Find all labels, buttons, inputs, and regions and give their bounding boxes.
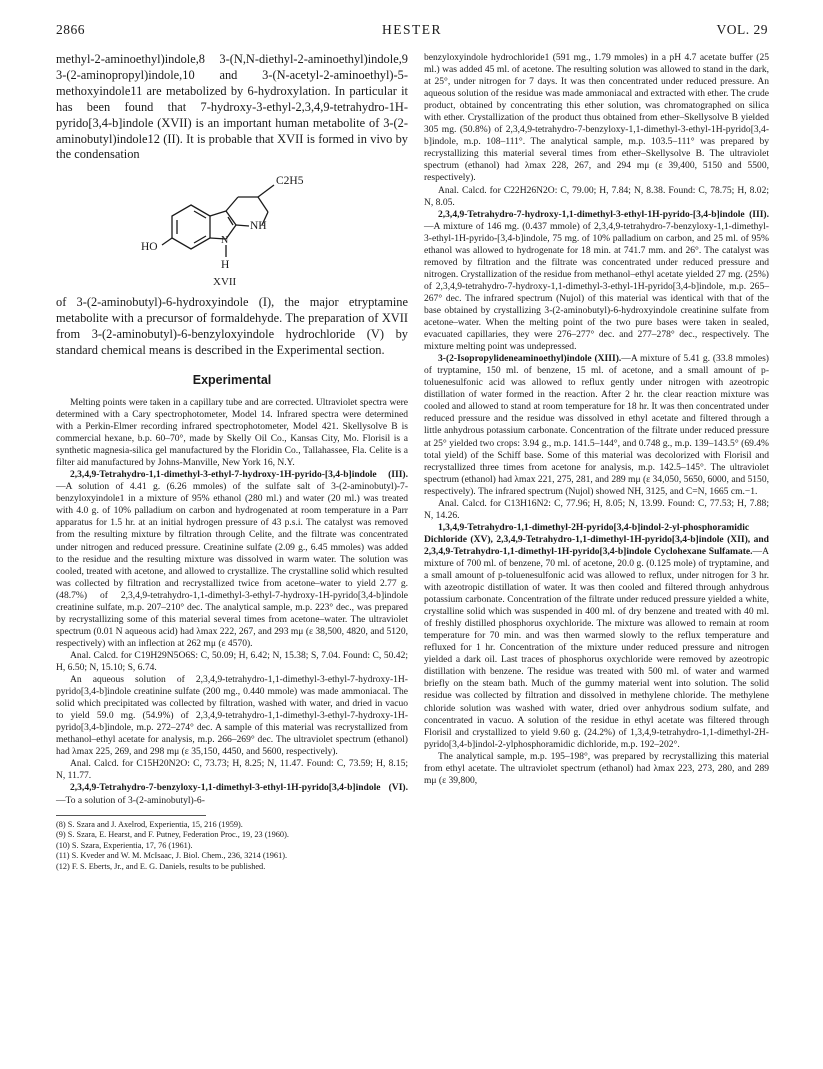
volume-label: VOL. 29: [716, 22, 768, 37]
ring-nitrogen-label: N: [221, 235, 229, 247]
experimental-paragraph-6: [56, 782, 408, 806]
analysis-paragraph-2: Anal. Calcd. for C15H20N2O: C, 73.73; H, 8.25; N, 11.47. Found: C, 73.59; H, 8.15; N, 11.77.: [56, 758, 408, 782]
ring-hydrogen-label: H: [221, 259, 230, 272]
footnote-list: [56, 820, 408, 873]
footnote-item: (12) F. S. Eberts, Jr., and E. G. Daniels, results to be published.: [56, 861, 266, 871]
ethyl-label: C2H5: [276, 175, 304, 188]
chemical-structure-xvii: [56, 165, 408, 293]
compound-vi-body: —To a solution of 3-(2-aminobutyl)-6-: [56, 794, 205, 806]
compound-xv-heading: 1,3,4,9-Tetrahydro-1,1-dimethyl-2H-pyrido[3,4-b]indol-2-yl-phosphoramidic Dichloride (XV), 2,3,4,9-Tetrahydro-1,1-dimethyl-1H-pyrido[3,4-b]indole (XII), and 2,3,4,9-Tetrahydro-1,1-dimethyl-1H-pyrido[3,4-b]indole Cyclohexane Sulfamate.: [424, 521, 769, 557]
experimental-paragraph-2: [56, 469, 408, 650]
experimental-paragraph-1: Melting points were taken in a capillary tube and are corrected. Ultraviolet spectra were determined with a Cary spectrophotometer, Model 14. Infrared spectra were determined with a Perkin-Elmer recording infrared spectrophotometer, Model 421. Skellysolve B is commercial hexane, b.p. 60–70°, made by Skelly Oil Co., Kansas City, Mo. Florisil is a synthetic magnesia-silica gel manufactured by the Floridin Co., Tallahassee, Fla. Celite is a filter aid manufactured by Johns-Manville, New York 16, N.Y.: [56, 396, 408, 469]
compound-xiii-heading: 3-(2-Isopropylideneaminoethyl)indole (XIII).: [438, 353, 622, 365]
footnote-rule: [56, 815, 206, 816]
compound-vi-heading: 2,3,4,9-Tetrahydro-7-benzyloxy-1,1-dimethyl-3-ethyl-1H-pyrido[3,4-b]indole (VI).: [70, 782, 408, 794]
left-column: [56, 52, 408, 872]
footnote-item: (10) S. Szara, Experientia, 17, 76 (1961).: [56, 840, 193, 850]
compound-xiii-body: —A mixture of 5.41 g. (33.8 mmoles) of tryptamine, 150 ml. of benzene, 15 ml. of acetone, and a small amount of p-toluenesulfonic acid was allowed to reflux gently under nitrogen with azeotropic distillation of water formed in the reaction. After 2 hr. the clear reaction mixture was cooled and allowed to stand at room temperature for 18 hr. It was then concentrated under reduced pressure and the residue was dissolved in ethyl acetate and filtered through a little anhydrous potassium carbonate. Concentration of the filtrate under reduced pressure at 25° yielded two crops: 3.94 g., m.p. 141.5–144°, and 0.748 g., m.p. 139–143.5° (69.4% total yield) of the Schiff base. Some of this material was decolorized with Florisil and recrystallized three times from acetone for analysis, m.p. 142.5–145°. The ultraviolet spectrum (ethanol) had λmax 221, 275, 281, and 289 mμ (ε 34,050, 5650, 6000, and 5150, respectively). The infrared spectrum (Nujol) showed NH, 3125, and C=N, 1665 cm.−1.: [424, 353, 769, 497]
compound-xv-body: —A mixture of 700 ml. of benzene, 70 ml. of acetone, 20.0 g. (0.125 mole) of tryptamine, and a small amount of p-toluenesulfonic acid was allowed to reflux, under nitrogen for 3 hr. with azeotropic distillation of water. It was then cooled and filtered through anhydrous potassium carbonate. Concentration of the filtrate under reduced pressure yielded a white, crystalline solid which was suspended in 400 ml. of dry benzene and treated with 40 ml. of freshly distilled phosphorus oxychloride. The mixture was allowed to remain at room temperature for 70 min. and was then warmed slowly to the reflux temperature and refluxed for 1 hr. Concentration of the mixture under reduced pressure and nitrogen yielded a dark oil. Last traces of phosphorus oxychloride were removed by azeotropic distillation with benzene. The residue was treated with 500 ml. of water and warmed briefly on the steam bath. Much of the gummy material went into solution. The solid residue was collected by filtration and dissolved in methylene chloride. The methylene chloride solution was washed with water, dried over anhydrous sodium sulfate, and concentrated in vacuo. A solution of the residue in ethyl acetate was filtered through Florisil and crystallized to yield 9.60 g. (24.2%) of 1,3,4,9-tetrahydro-1,1-dimethyl-2H-pyrido[3,4-b]indol-2-ylphosphoramidic dichloride, m.p. 192–202°.: [424, 545, 769, 750]
right-analysis-2: Anal. Calcd. for C13H16N2: C, 77.96; H, 8.05; N, 13.99. Found: C, 77.53; H, 7.88; N, 14.26.: [424, 497, 769, 521]
right-compound-iii-heading: 2,3,4,9-Tetrahydro-7-hydroxy-1,1-dimethyl-3-ethyl-1H-pyrido-[3,4-b]indole (III).: [438, 208, 769, 220]
intro-paragraph: methyl-2-aminoethyl)indole,8 3-(N,N-diethyl-2-aminoethyl)indole,9 3-(2-aminopropyl)indole,10 and 3-(N-acetyl-2-aminoethyl)-5-methoxyindole11 are metabolized by 6-hydroxylation. In particular it has been found that 7-hydroxy-3-ethyl-2,3,4,9-tetrahydro-1H-pyrido[3,4-b]indole (XVII) is an important human metabolite of 3-(2-aminobutyl)indole12 (II). It is probable that XVII is formed in vivo by the condensation: [56, 52, 408, 162]
compound-iii-heading: 2,3,4,9-Tetrahydro-1,1-dimethyl-3-ethyl-7-hydroxy-1H-pyrido-[3,4-b]indole (III).: [70, 469, 408, 481]
right-compound-iii-body: —A mixture of 146 mg. (0.437 mmole) of 2,3,4,9-tetrahydro-7-benzyloxy-1,1-dimethyl-3-ethyl-1H-pyrido-[3,4-b]indole, 75 mg. of 10% palladium on carbon, and 25 ml. of 95% ethanol was allowed to hydrogenate for 18 min. at 741.7 mm. and 26°. The catalyst was removed by filtration and the filtrate was concentrated under reduced pressure and nitrogen. Crystallization of the residue from methanol–ethyl acetate yielded 27 mg. (25%) of 2,3,4,9-tetrahydro-7-hydroxy-1,1-dimethyl-3-ethyl-1H-pyrido[3,4-b]indole, m.p. 265–267° dec. The infrared spectrum (Nujol) of this material was identical with that of the base obtained by crystallizing 3-(2-aminobutyl)-6-hydroxyindole creatinine sulfate from acetone–water. When the melting point of the two pure bases were taken in sealed, evacuated capillaries, they were 276–277° dec. and 277–278° dec., respectively. The mixture melting point was undepressed.: [424, 220, 769, 353]
right-analysis-1: Anal. Calcd. for C22H26N2O: C, 79.00; H, 7.84; N, 8.38. Found: C, 78.75; H, 8.02; N, 8.05.: [424, 184, 769, 208]
experimental-paragraph-4: An aqueous solution of 2,3,4,9-tetrahydro-1,1-dimethyl-3-ethyl-7-hydroxy-1H-pyrido[3,4-b]indole creatinine sulfate (200 mg., 0.440 mmole) was made ammoniacal. The solid which precipitated was collected by filtration, washed with water, and dried in vacuo to yield 59.0 mg. (54.9%) of 2,3,4,9-tetrahydro-1,1-dimethyl-3-ethyl-7-hydroxy-1H-pyrido[3,4-b]indole, m.p. 272–274° dec. A sample of this material was recrystallized from methanol–ethyl acetate for analysis, m.p. 266–269° dec. The ultraviolet spectrum (ethanol) had λmax 225, 269, and 298 mμ (ε 35,150, 4450, and 5600, respectively).: [56, 674, 408, 758]
right-paragraph-6: [424, 522, 769, 751]
running-author: HESTER: [381, 22, 442, 37]
right-paragraph-4: [424, 353, 769, 498]
structure-drawing: [56, 165, 408, 293]
compound-iii-body: —A solution of 4.41 g. (6.26 mmoles) of the sulfate salt of 3-(2-aminobutyl)-7-benzyloxyindole1 in a mixture of 95% ethanol (280 ml.) and water (20 ml.) was treated with 4.0 g. of 10% palladium on carbon and hydrogenated at room temperature in a Parr apparatus for 1.5 hr. at an initial hydrogen pressure of 43 p.s.i. The catalyst was removed from the resulting mixture by filtration through Celite, and the filtrate was concentrated under nitrogen and reduced pressure. Creatinine sulfate (2.09 g., 6.45 mmoles) was added to the residue and the resulting mixture was dissolved in warm water. The solution was cooled, treated with acetone, and allowed to crystallize. The crystalline solid which resulted was collected by filtration and recrystallized twice from acetone–water to yield 2.77 g. (48.7%) of 2,3,4,9-tetrahydro-1,1-dimethyl-3-ethyl-7-hydroxy-1H-pyrido[3,4-b]indole creatinine sulfate, m.p. 207–210° dec. The analytical sample, m.p. 223° dec., was prepared by recrystallizing some of this material several times from acetone–water. The ultraviolet spectrum (0.01 N aqueous acid) had λmax 222, 267, and 293 mμ (ε 38,500, 4820, and 5120, respectively) with an inflection at 262 mμ (ε 4570).: [56, 481, 408, 649]
right-paragraph-3: [424, 209, 769, 354]
analysis-paragraph-1: Anal. Calcd. for C19H29N5O6S: C, 50.09; H, 6.42; N, 15.38; S, 7.04. Found: C, 50.42; H, 6.50; N, 15.10; S, 6.74.: [56, 649, 408, 673]
hydroxy-label: HO: [141, 241, 158, 254]
page-number: 2866: [56, 22, 85, 37]
nh-label: NH: [250, 220, 267, 233]
section-title: Experimental: [192, 372, 272, 387]
footnote-item: (9) S. Szara, E. Hearst, and F. Putney, Federation Proc., 19, 23 (1960).: [56, 830, 289, 840]
footnote-item: (8) S. Szara and J. Axelrod, Experientia, 15, 216 (1959).: [56, 819, 243, 829]
compound-number: XVII: [213, 276, 237, 289]
right-paragraph-7: The analytical sample, m.p. 195–198°, was prepared by recrystallizing this material from ethyl acetate. The ultraviolet spectrum (ethanol) had λmax 223, 273, 280, and 289 mμ (ε 39,800,: [424, 750, 769, 786]
after-structure-paragraph: of 3-(2-aminobutyl)-6-hydroxyindole (I), the major etryptamine metabolite with a precursor of formaldehyde. The preparation of XVII from 3-(2-aminobutyl)-6-benzyloxyindole hydrochloride (V) by standard chemical means is described in the Experimental section.: [56, 295, 408, 358]
right-paragraph-1: benzyloxyindole hydrochloride1 (591 mg., 1.79 mmoles) in a pH 4.7 acetate buffer (25 ml.) was added 45 ml. of acetone. The resulting solution was allowed to stand in the dark, at 25°, under nitrogen for 7 days. It was then concentrated under reduced pressure. An aqueous solution of the residue was made ammoniacal and extracted with ether. The crude product, obtained by concentrating this ether solution, was chromatographed on silica with ether. Crystallization of the product thus obtained from ether–Skellysolve B yielded 305 mg. (50.8%) of 2,3,4,9-tetrahydro-7-benzyloxy-1,1-dimethyl-3-ethyl-1H-pyrido[3,4-b]indole, m.p. 108–111°. The analytical sample, m.p. 103.5–111° was prepared by recrystallizing this material several times from ether–Skellysolve B. The ultraviolet spectrum (ethanol) had λmax 228, 267, and 294 mμ (ε 39,400, 5150 and 5500, respectively).: [424, 52, 769, 184]
footnote-item: (11) S. Kveder and W. M. McIsaac, J. Biol. Chem., 236, 3214 (1961).: [56, 851, 288, 861]
page-header: [56, 22, 768, 42]
right-column: [424, 52, 769, 787]
